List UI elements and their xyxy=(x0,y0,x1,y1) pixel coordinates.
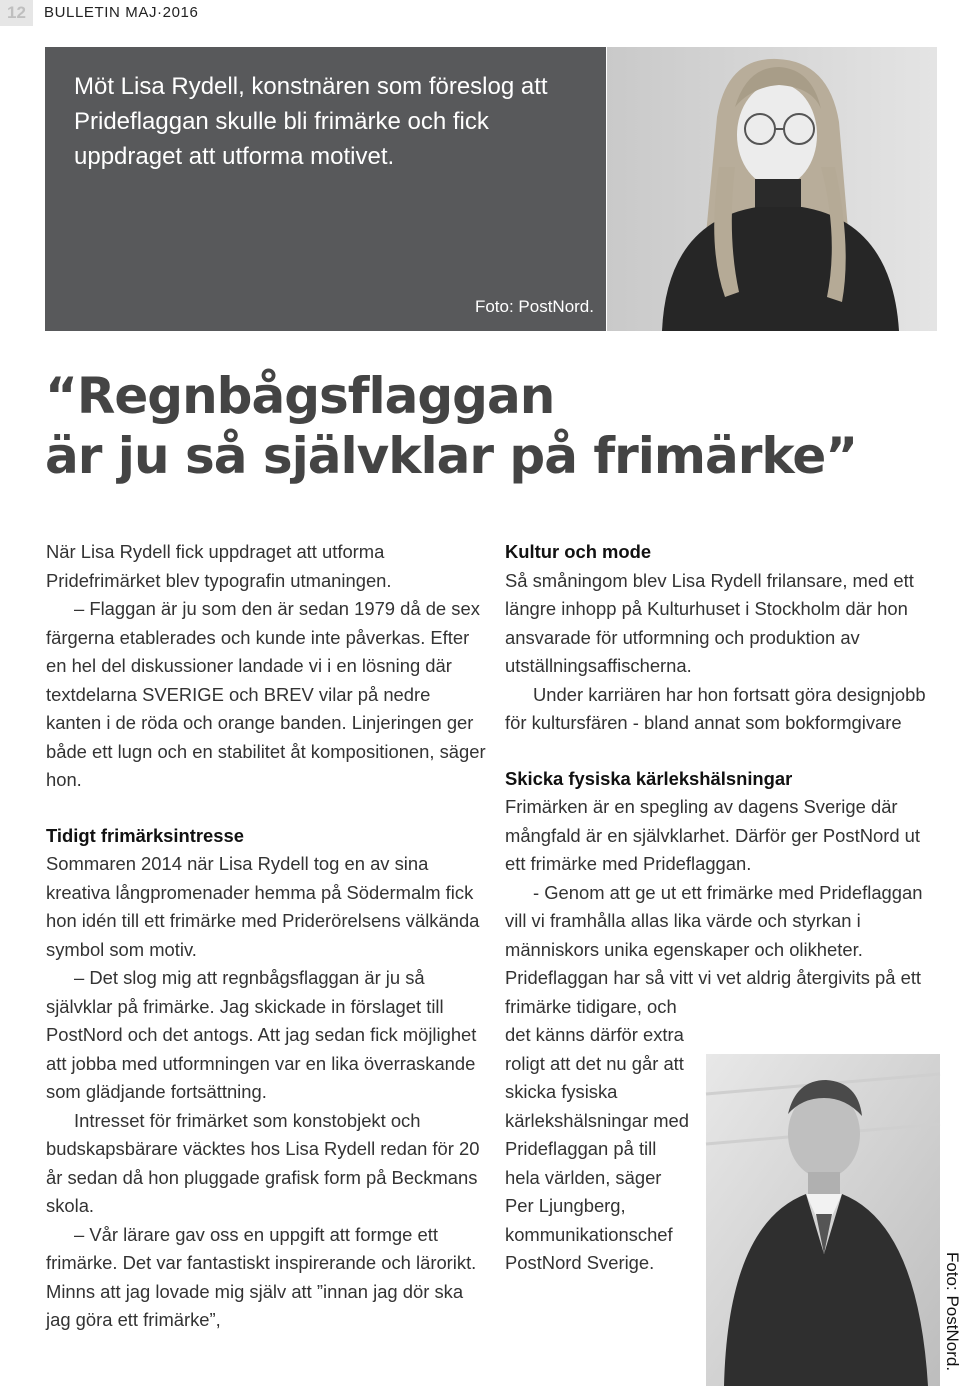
intro-text: Möt Lisa Rydell, konstnären som föreslog att Prideflaggan skulle bli frimärke och fick uppdraget att utforma motivet. xyxy=(74,73,548,170)
subheading: Tidigt frimärksintresse xyxy=(46,824,244,846)
paragraph: Intresset för frimärket som konstobjekt och budskapsbärare väcktes hos Lisa Rydell redan för 20 år sedan då hon pluggade grafisk form på Beckmans skola. xyxy=(46,1109,480,1216)
running-head: BULLETIN MAJ·2016 xyxy=(44,4,199,21)
portrait-photo-per-ljungberg xyxy=(706,1054,940,1386)
paragraph: Sommaren 2014 när Lisa Rydell tog en av sina kreativa långpromenader hemma på Södermalm fick hon idén till ett frimärke med Priderörelsens välkända symbol som motiv. xyxy=(46,853,480,960)
intro-box xyxy=(45,47,606,331)
headline xyxy=(45,366,925,486)
paragraph: – Vår lärare gav oss en uppgift att formge ett frimärke. Det var fantastiskt inspirerande och lärorikt. Minns att jag lovade mig själv att ”innan jag dör ska jag göra ett frimärke”, xyxy=(46,1223,477,1330)
paragraph: – Flaggan är ju som den är sedan 1979 då de sex färgerna etablerades och kunde inte påverkas. Efter en hel del diskussioner landade vi i en lösning där textdelarna SVERIGE och BREV vilar på nedre kanten i de röda och orange banden. Linjeringen ger både ett lugn och en stabilitet åt kompositionen, säger hon. xyxy=(46,598,486,790)
paragraph: – Det slog mig att regnbågsflaggan är ju så självklar på frimärke. Jag skickade in förslaget till PostNord och det antogs. Att jag sedan fick möjlighet att jobba med utformningen var en lika överraskande som glädjande fortsättning. xyxy=(46,967,477,1102)
paragraph: - Genom att ge ut ett frimärke med Prideflaggan vill vi framhålla allas lika värde och styrkan i människors unika egenskaper och olikheter. Prideflaggan har så vitt vi vet aldrig återgivits på ett xyxy=(505,881,923,988)
headline-line-2: är ju så självklar på frimärke” xyxy=(45,427,858,485)
paragraph: Frimärken är en spegling av dagens Sverige där mångfald är en självklarhet. Därför ger PostNord ut ett frimärke med Prideflaggan. xyxy=(505,796,921,874)
left-column xyxy=(46,538,486,1335)
paragraph: När Lisa Rydell fick uppdraget att utforma Pridefrimärket blev typografin utmaningen. xyxy=(46,541,392,591)
paragraph: Under karriären har hon fortsatt göra designjobb för kultursfären - bland annat som bokformgivare xyxy=(505,683,926,733)
portrait-photo-lisa-rydell xyxy=(607,47,937,331)
page-number: 12 xyxy=(0,0,33,26)
photo-credit-vertical: Foto: PostNord. xyxy=(943,1252,962,1372)
headline-line-1: “Regnbågsflaggan xyxy=(45,367,555,425)
paragraph: frimärke tidigare, och det känns därför extra roligt att det nu går att skicka fysiska kärlekshälsningar med Prideflaggan på till hela världen, säger Per Ljungberg, kommunikationschef PostNord Sverige. xyxy=(505,995,689,1273)
photo-credit: Foto: PostNord. xyxy=(474,297,594,316)
subheading: Skicka fysiska kärlekshälsningar xyxy=(505,767,793,789)
paragraph: Så småningom blev Lisa Rydell frilansare, med ett längre inhopp på Kulturhuset i Stockholm där hon ansvarade för utformning och produktion av utställningsaffischerna. xyxy=(505,569,914,676)
subheading: Kultur och mode xyxy=(505,541,652,562)
